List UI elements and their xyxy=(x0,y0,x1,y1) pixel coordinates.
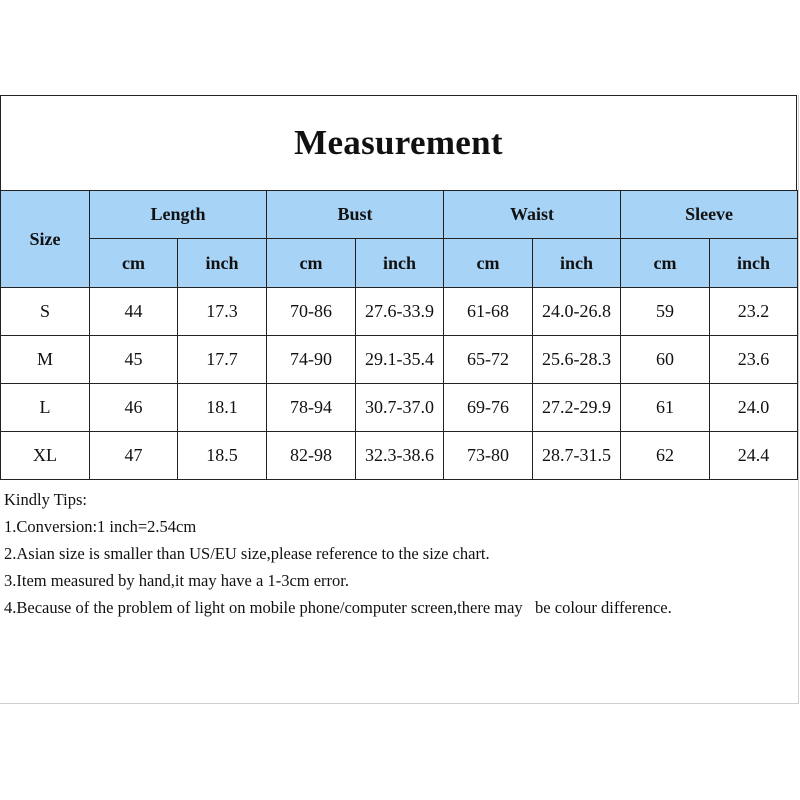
group-header-sleeve: Sleeve xyxy=(621,191,798,239)
group-header-waist: Waist xyxy=(444,191,621,239)
table-cell: 59 xyxy=(621,288,710,336)
table-cell: 23.2 xyxy=(710,288,798,336)
size-label: M xyxy=(1,336,90,384)
unit-header: cm xyxy=(90,239,178,288)
group-header-bust: Bust xyxy=(267,191,444,239)
table-cell: 82-98 xyxy=(267,432,356,480)
unit-header: inch xyxy=(356,239,444,288)
size-label: S xyxy=(1,288,90,336)
unit-header: cm xyxy=(621,239,710,288)
tips-section xyxy=(4,486,796,621)
table-row xyxy=(1,432,798,480)
table-cell: 23.6 xyxy=(710,336,798,384)
table-cell: 44 xyxy=(90,288,178,336)
table-cell: 17.3 xyxy=(178,288,267,336)
unit-header: inch xyxy=(710,239,798,288)
table-cell: 27.2-29.9 xyxy=(533,384,621,432)
table-cell: 78-94 xyxy=(267,384,356,432)
table-row xyxy=(1,384,798,432)
table-cell: 74-90 xyxy=(267,336,356,384)
table-cell: 69-76 xyxy=(444,384,533,432)
table-cell: 17.7 xyxy=(178,336,267,384)
table-cell: 61-68 xyxy=(444,288,533,336)
table-cell: 32.3-38.6 xyxy=(356,432,444,480)
unit-header: cm xyxy=(444,239,533,288)
table-cell: 25.6-28.3 xyxy=(533,336,621,384)
table-cell: 24.0-26.8 xyxy=(533,288,621,336)
table-cell: 18.1 xyxy=(178,384,267,432)
size-table xyxy=(0,190,798,480)
table-cell: 24.4 xyxy=(710,432,798,480)
table-cell: 28.7-31.5 xyxy=(533,432,621,480)
size-column-header: Size xyxy=(1,191,90,288)
table-row xyxy=(1,288,798,336)
tip-item: 1.Conversion:1 inch=2.54cm xyxy=(4,517,197,536)
table-cell: 45 xyxy=(90,336,178,384)
size-label: L xyxy=(1,384,90,432)
group-header-length: Length xyxy=(90,191,267,239)
page-title: Measurement xyxy=(294,123,503,162)
table-cell: 46 xyxy=(90,384,178,432)
table-cell: 30.7-37.0 xyxy=(356,384,444,432)
tip-item: 2.Asian size is smaller than US/EU size,please reference to the size chart. xyxy=(4,544,490,563)
table-cell: 29.1-35.4 xyxy=(356,336,444,384)
table-cell: 47 xyxy=(90,432,178,480)
table-cell: 65-72 xyxy=(444,336,533,384)
table-cell: 27.6-33.9 xyxy=(356,288,444,336)
tip-item: 4.Because of the problem of light on mobile phone/computer screen,there may be colour difference. xyxy=(4,598,672,617)
table-cell: 61 xyxy=(621,384,710,432)
table-cell: 73-80 xyxy=(444,432,533,480)
table-cell: 62 xyxy=(621,432,710,480)
table-row xyxy=(1,336,798,384)
unit-header: inch xyxy=(533,239,621,288)
title-bar xyxy=(0,95,797,191)
unit-header: inch xyxy=(178,239,267,288)
table-cell: 70-86 xyxy=(267,288,356,336)
unit-header: cm xyxy=(267,239,356,288)
tips-heading: Kindly Tips: xyxy=(4,490,87,509)
table-cell: 60 xyxy=(621,336,710,384)
size-label: XL xyxy=(1,432,90,480)
table-cell: 24.0 xyxy=(710,384,798,432)
tip-item: 3.Item measured by hand,it may have a 1-3cm error. xyxy=(4,571,350,590)
table-cell: 18.5 xyxy=(178,432,267,480)
